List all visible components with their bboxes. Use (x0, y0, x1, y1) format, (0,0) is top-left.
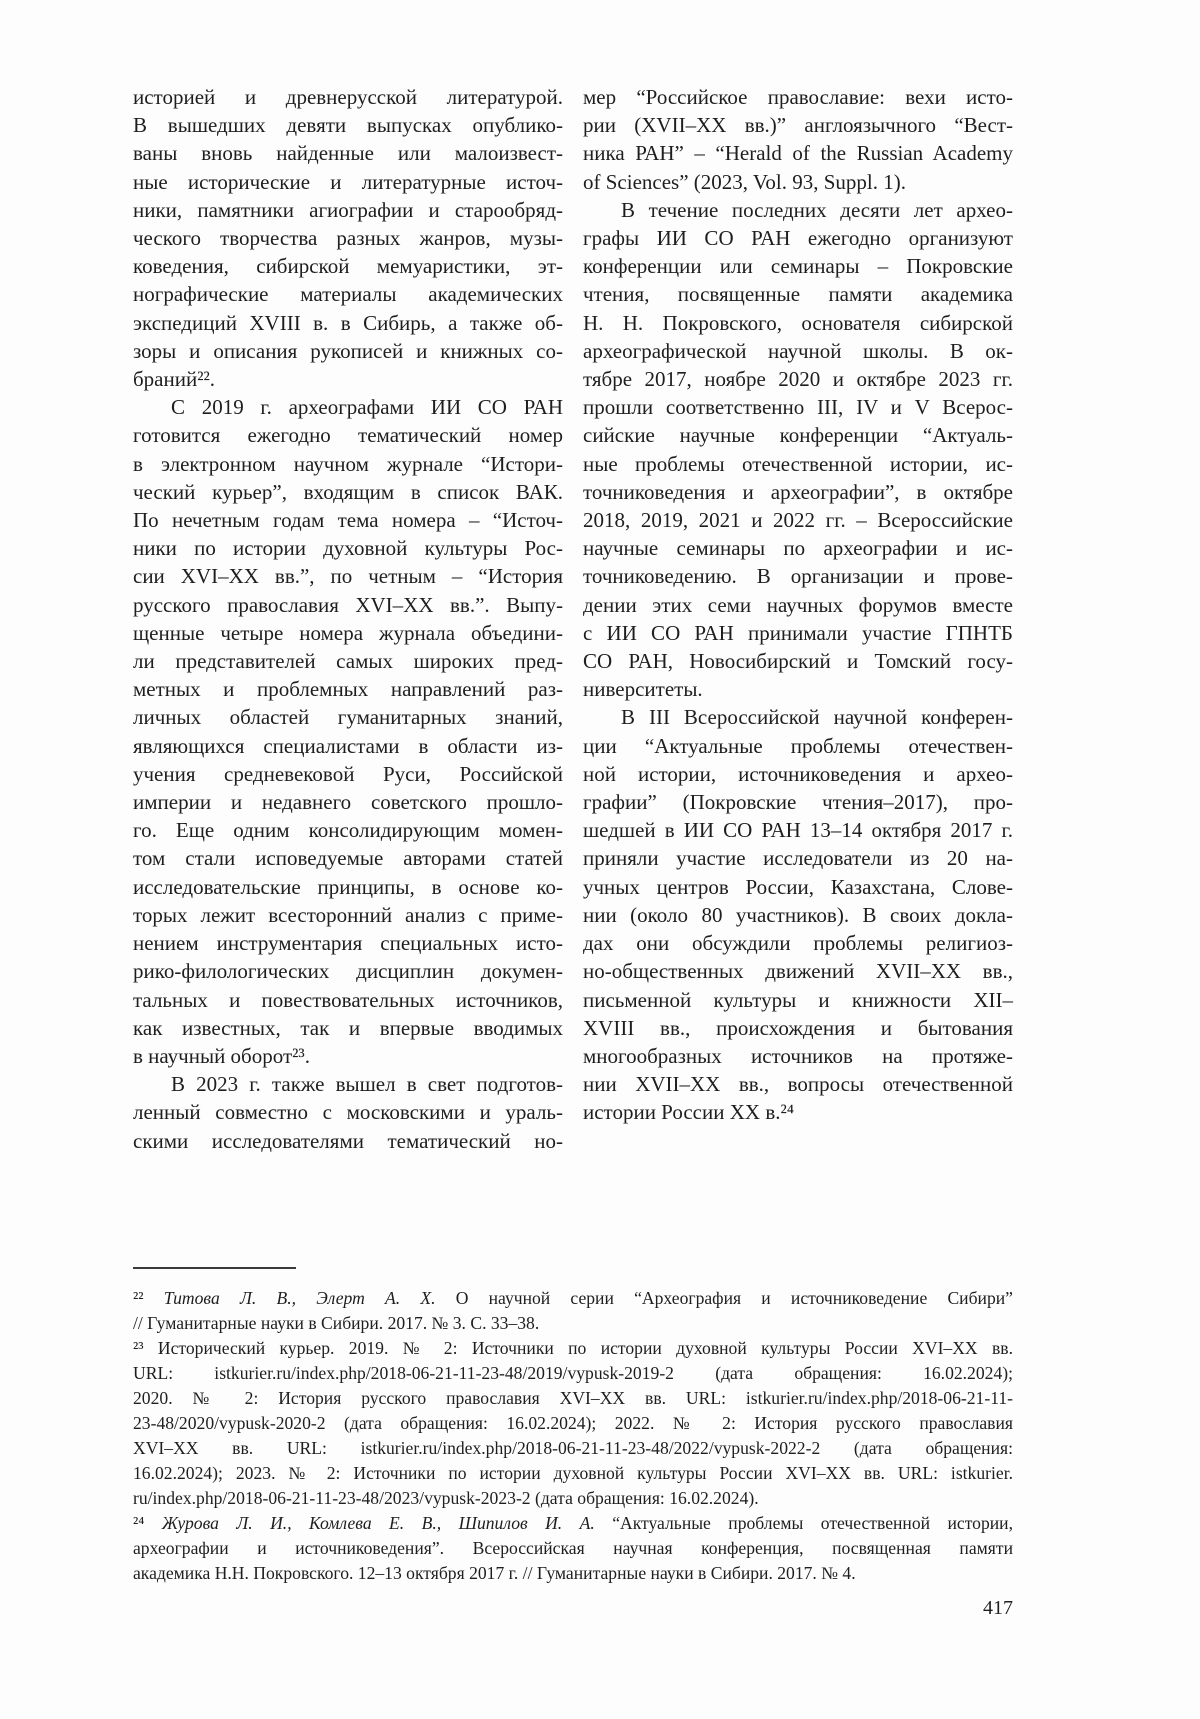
text-line: В III Всероссийской научной конферен- (621, 705, 1013, 730)
text-line: исследовательские принципы, в основе ко- (133, 874, 563, 899)
text-line: готовится ежегодно тематический номер (133, 423, 563, 448)
text-line: являющихся специалистами в области из- (133, 733, 563, 758)
text-segment: “Актуальные проблемы отечественной истории, (594, 1512, 1013, 1533)
text-line: щенные четыре номера журнала объедини- (133, 620, 563, 645)
text-line: русского православия XVI–XX вв.”. Выпу- (133, 592, 563, 617)
text-line: археографической научной школы. В ок- (583, 338, 1013, 363)
left-column (133, 83, 563, 1155)
text-line: точниковедения и археографии”, в октябре (583, 479, 1013, 504)
text-line: ной истории, источниковедения и архео- (583, 761, 1013, 786)
text-line: графы ИИ СО РАН ежегодно организуют (583, 226, 1013, 251)
text-line: ника РАН” – “Herald of the Russian Academy (583, 141, 1013, 166)
text-line (133, 1511, 1013, 1536)
text-line: в научный оборот²³. (133, 1043, 310, 1068)
paragraph (133, 1070, 563, 1155)
text-line: но-общественных движений XVII–XX вв., (583, 959, 1013, 984)
text-line: личных областей гуманитарных знаний, (133, 705, 563, 730)
text-line: В 2023 г. также вышел в свет подготов- (171, 1072, 563, 1097)
text-line: многообразных источников на протяже- (583, 1043, 1013, 1068)
text-line: браний²². (133, 367, 216, 392)
text-segment: ²² (133, 1287, 164, 1308)
text-line: нии XVII–XX вв., вопросы отечественной (583, 1072, 1013, 1097)
text-line: археографии и источниковедения”. Всероссийская научная конференция, посвященная памяти (133, 1537, 1013, 1558)
text-line: ru/index.php/2018-06-21-11-23-48/2023/vypusk-2023-2 (дата обращения: 16.02.2024). (133, 1487, 759, 1508)
author-names-italic: Титова Л. В., Элерт А. Х. (163, 1287, 436, 1308)
text-line (133, 1286, 1013, 1311)
text-line: торых лежит всесторонний анализ с приме- (133, 902, 563, 927)
text-line: С 2019 г. археографами ИИ СО РАН (171, 395, 563, 420)
text-line: рико-филологических дисциплин докумен- (133, 959, 563, 984)
text-line: учения средневековой Руси, Российской (133, 761, 563, 786)
text-line: нии (около 80 участников). В своих докла- (583, 902, 1013, 927)
text-line: // Гуманитарные науки в Сибири. 2017. № 3. С. 33–38. (133, 1312, 540, 1333)
text-line: мер “Российское православие: вехи исто- (583, 85, 1013, 109)
paragraph (133, 393, 563, 1070)
text-line: of Sciences” (2023, Vol. 93, Suppl. 1). (583, 169, 906, 194)
text-line: 2018, 2019, 2021 и 2022 гг. – Всероссийские (583, 508, 1013, 533)
text-line: чтения, посвященные памяти академика (583, 282, 1013, 307)
text-line: в электронном научном журнале “Истори- (133, 451, 563, 476)
text-line: ные проблемы отечественной истории, ис- (583, 451, 1013, 476)
text-line: 2020. № 2: История русского православия XVI–XX вв. URL: istkurier.ru/index.php/2018-06-21-11- (133, 1387, 1013, 1408)
footnote (133, 1336, 1013, 1511)
text-line: ческого творчества разных жанров, музы- (133, 226, 563, 251)
text-line: По нечетным годам тема номера – “Источ- (133, 508, 563, 533)
text-line: научные семинары по археографии и ис- (583, 536, 1013, 561)
text-line: В течение последних десяти лет архео- (621, 197, 1013, 222)
text-line: ваны вновь найденные или малоизвест- (133, 141, 563, 166)
text-columns (133, 83, 1013, 1155)
text-line: как известных, так и впервые вводимых (133, 1015, 563, 1040)
text-line: URL: istkurier.ru/index.php/2018-06-21-11-23-48/2019/vypusk-2019-2 (дата обращения: 16.02.2024); (133, 1362, 1013, 1383)
text-line: метных и проблемных направлений раз- (133, 677, 563, 702)
author-names-italic: Журова Л. И., Комлева Е. В., Шипилов И. А. (161, 1512, 595, 1533)
text-line: том стали исповедуемые авторами статей (133, 846, 563, 871)
text-line: ниверситеты. (583, 677, 703, 702)
text-line: академика Н.Н. Покровского. 12–13 октября 2017 г. // Гуманитарные науки в Сибири. 2017. № 4. (133, 1562, 856, 1583)
text-segment: ²⁴ (133, 1512, 162, 1533)
text-line: прошли соответственно III, IV и V Всерос- (583, 395, 1013, 420)
footnote (133, 1286, 1013, 1336)
paragraph (583, 703, 1013, 1126)
text-line: тябре 2017, ноябре 2020 и октябре 2023 гг. (583, 367, 1013, 392)
text-line: коведения, сибирской мемуаристики, эт- (133, 254, 563, 279)
text-line: шедшей в ИИ СО РАН 13–14 октября 2017 г. (583, 818, 1013, 843)
text-line: конференции или семинары – Покровские (583, 254, 1013, 279)
footnote-separator-rule (133, 1267, 296, 1269)
text-line: экспедиций XVIII в. в Сибирь, а также об- (133, 310, 563, 335)
text-line: рии (XVII–XX вв.)” англоязычного “Вест- (583, 113, 1013, 138)
footnote (133, 1511, 1013, 1586)
text-line: нением инструментария специальных исто- (133, 931, 563, 956)
text-line: точниковедению. В организации и прове- (583, 564, 1013, 589)
text-line: СО РАН, Новосибирский и Томский госу- (583, 649, 1013, 674)
text-line: дах они обсуждили проблемы религиоз- (583, 931, 1013, 956)
text-line: империи и недавнего советского прошло- (133, 790, 563, 815)
text-line: с ИИ СО РАН принимали участие ГПНТБ (583, 620, 1013, 645)
text-line: го. Еще одним консолидирующим момен- (133, 818, 563, 843)
text-line: дении этих семи научных форумов вместе (583, 592, 1013, 617)
page-number: 417 (983, 1596, 1013, 1619)
text-line: 23-48/2020/vypusk-2020-2 (дата обращения: 16.02.2024); 2022. № 2: История русского православия (133, 1412, 1013, 1433)
paragraph (583, 83, 1013, 196)
text-line: приняли участие исследователи из 20 на- (583, 846, 1013, 871)
text-line: скими исследователями тематический но- (133, 1128, 563, 1153)
text-line: письменной культуры и книжности XII– (583, 987, 1013, 1012)
text-line: В вышедших девяти выпусках опублико- (133, 113, 563, 138)
footnotes-section (133, 1286, 1013, 1586)
text-line: XVIII вв., происхождения и бытования (583, 1015, 1013, 1040)
text-line: ли представителей самых широких пред- (133, 649, 563, 674)
text-line: учных центров России, Казахстана, Слове- (583, 874, 1013, 899)
text-line: ²³ Исторический курьер. 2019. № 2: Источники по истории духовной культуры России XVI–XX вв. (133, 1337, 1013, 1358)
text-line: ники, памятники агиографии и старообряд- (133, 197, 563, 222)
text-line: 16.02.2024); 2023. № 2: Источники по истории духовной культуры России XVI–XX вв. URL: istkurier. (133, 1462, 1013, 1483)
text-line: сии XVI–XX вв.”, по четным – “История (133, 564, 563, 589)
text-line: истории России XX в.²⁴ (583, 1100, 795, 1125)
text-line: ленный совместно с московскими и ураль- (133, 1100, 563, 1125)
text-line: Н. Н. Покровского, основателя сибирской (583, 310, 1013, 335)
text-line: зоры и описания рукописей и книжных со- (133, 338, 563, 363)
right-column (583, 83, 1013, 1155)
paragraph (133, 83, 563, 393)
text-segment: О научной серии “Археография и источниковедение Сибири” (435, 1287, 1013, 1308)
text-line: ники по истории духовной культуры Рос- (133, 536, 563, 561)
text-line: ческий курьер”, входящим в список ВАК. (133, 479, 563, 504)
text-line: историей и древнерусской литературой. (133, 85, 563, 109)
text-line: ции “Актуальные проблемы отечествен- (583, 733, 1013, 758)
text-line: тальных и повествовательных источников, (133, 987, 563, 1012)
text-line: нографические материалы академических (133, 282, 563, 307)
text-line: ные исторические и литературные источ- (133, 169, 563, 194)
text-line: сийские научные конференции “Актуаль- (583, 423, 1013, 448)
paragraph (583, 196, 1013, 704)
text-line: XVI–XX вв. URL: istkurier.ru/index.php/2018-06-21-11-23-48/2022/vypusk-2022-2 (дата обращения: (133, 1437, 1013, 1458)
text-line: графии” (Покровские чтения–2017), про- (583, 790, 1013, 815)
